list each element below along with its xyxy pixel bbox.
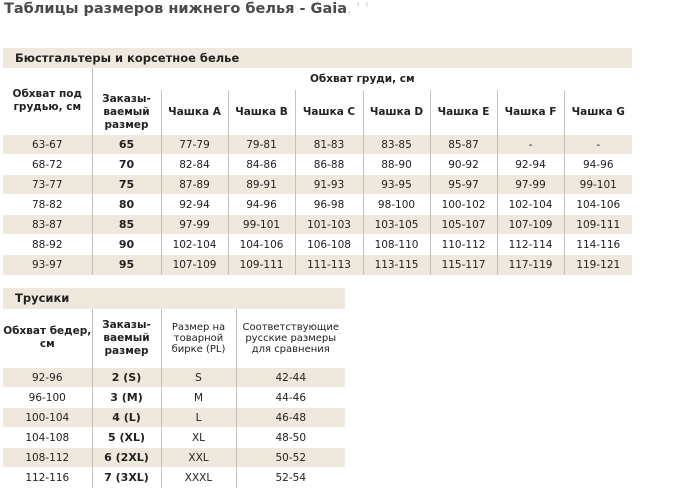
hips-cell: 96-100 [3,388,92,408]
panties-order-size-cell: 6 (2XL) [92,448,161,468]
bust-cell: 104-106 [564,195,632,215]
tag-size-cell: L [161,408,236,428]
bust-cell: 84-86 [228,155,295,175]
panties-table-row [3,448,345,468]
panties-table-row [3,388,345,408]
bust-cell: 113-115 [363,255,430,275]
cup-header: Чашка G [564,90,632,135]
underbust-cell: 73-77 [3,175,92,195]
bust-cell: 87-89 [161,175,228,195]
bra-table-row [3,175,632,195]
panties-table-row [3,408,345,428]
russian-size-cell: 44-46 [236,388,345,408]
bust-cell: 77-79 [161,135,228,155]
russian-size-cell: 46-48 [236,408,345,428]
page-title [4,1,369,17]
bust-cell: 106-108 [295,235,363,255]
panties-order-size-cell: 3 (M) [92,388,161,408]
order-size-cell: 75 [92,175,161,195]
hips-cell: 108-112 [3,448,92,468]
bust-cell: - [497,135,564,155]
bust-cell: 88-90 [363,155,430,175]
russian-size-cell: 50-52 [236,448,345,468]
bust-cell: 98-100 [363,195,430,215]
bust-cell: 115-117 [430,255,497,275]
panties-table-row [3,428,345,448]
order-size-cell: 85 [92,215,161,235]
panties-size-table [3,309,345,488]
panties-table-row [3,368,345,388]
underbust-cell: 68-72 [3,155,92,175]
order-size-header: Заказы-ваемый размер [92,90,161,135]
page-title-text: Таблицы размеров нижнего белья - Gaia [4,1,347,17]
cup-header: Чашка F [497,90,564,135]
bust-cell: 81-83 [295,135,363,155]
order-size-cell: 70 [92,155,161,175]
bra-size-table [3,68,632,275]
cup-header: Чашка E [430,90,497,135]
hips-cell: 104-108 [3,428,92,448]
bust-cell: 109-111 [228,255,295,275]
order-size-cell: 65 [92,135,161,155]
cup-header: Чашка A [161,90,228,135]
tag-size-cell: XL [161,428,236,448]
panties-order-size-header: Заказы-ваемый размер [92,309,161,368]
tag-size-cell: XXXL [161,468,236,488]
bust-cell: - [564,135,632,155]
tag-size-header: Размер на товарной бирке (PL) [161,309,236,368]
order-size-cell: 90 [92,235,161,255]
tag-size-cell: M [161,388,236,408]
bust-cell: 94-96 [228,195,295,215]
panties-order-size-cell: 7 (3XL) [92,468,161,488]
tag-size-cell: XXL [161,448,236,468]
bust-cell: 92-94 [497,155,564,175]
panties-order-size-cell: 2 (S) [92,368,161,388]
bust-cell: 107-109 [497,215,564,235]
bust-cell: 95-97 [430,175,497,195]
russian-size-cell: 52-54 [236,468,345,488]
bra-table-row [3,215,632,235]
order-size-cell: 95 [92,255,161,275]
bust-cell: 86-88 [295,155,363,175]
bust-cell: 97-99 [497,175,564,195]
russian-size-header: Соответствующие русские размеры для сравнения [236,309,345,368]
underbust-cell: 63-67 [3,135,92,155]
cup-header: Чашка D [363,90,430,135]
bust-cell: 99-101 [564,175,632,195]
bust-cell: 114-116 [564,235,632,255]
bust-cell: 83-85 [363,135,430,155]
bust-cell: 100-102 [430,195,497,215]
bust-cell: 119-121 [564,255,632,275]
russian-size-cell: 48-50 [236,428,345,448]
bust-cell: 102-104 [497,195,564,215]
order-size-cell: 80 [92,195,161,215]
bra-section-title: Бюстгальтеры и корсетное белье [3,48,632,68]
panties-order-size-cell: 5 (XL) [92,428,161,448]
bust-cell: 82-84 [161,155,228,175]
hips-header: Обхват бедер, см [3,325,92,350]
page-title-tail: , ' ' [347,1,369,17]
bust-cell: 99-101 [228,215,295,235]
underbust-cell: 83-87 [3,215,92,235]
bust-cell: 96-98 [295,195,363,215]
underbust-cell: 78-82 [3,195,92,215]
bra-table-row [3,255,632,275]
bra-table-row [3,235,632,255]
bust-cell: 109-111 [564,215,632,235]
panties-section-title: Трусики [3,288,345,309]
bra-table-row [3,195,632,215]
underbust-header: Обхват под грудью, см [3,68,92,135]
bust-cell: 111-113 [295,255,363,275]
bust-cell: 97-99 [161,215,228,235]
cup-header: Чашка C [295,90,363,135]
bust-cell: 107-109 [161,255,228,275]
bust-cell: 90-92 [430,155,497,175]
tag-size-cell: S [161,368,236,388]
panties-order-size-cell: 4 (L) [92,408,161,428]
bust-cell: 91-93 [295,175,363,195]
bust-cell: 89-91 [228,175,295,195]
hips-cell: 112-116 [3,468,92,488]
bust-cell: 108-110 [363,235,430,255]
bust-cell: 104-106 [228,235,295,255]
bust-header: Обхват груди, см [309,72,415,85]
bust-cell: 92-94 [161,195,228,215]
russian-size-cell: 42-44 [236,368,345,388]
panties-table-row [3,468,345,488]
bust-cell: 117-119 [497,255,564,275]
bust-cell: 102-104 [161,235,228,255]
bust-cell: 79-81 [228,135,295,155]
hips-cell: 92-96 [3,368,92,388]
cup-header: Чашка B [228,90,295,135]
bra-table-row [3,135,632,155]
bust-cell: 110-112 [430,235,497,255]
bust-cell: 103-105 [363,215,430,235]
bra-table-row [3,155,632,175]
underbust-cell: 88-92 [3,235,92,255]
bust-cell: 93-95 [363,175,430,195]
bust-cell: 105-107 [430,215,497,235]
bust-cell: 85-87 [430,135,497,155]
hips-cell: 100-104 [3,408,92,428]
bust-cell: 112-114 [497,235,564,255]
bust-cell: 101-103 [295,215,363,235]
bust-cell: 94-96 [564,155,632,175]
underbust-cell: 93-97 [3,255,92,275]
